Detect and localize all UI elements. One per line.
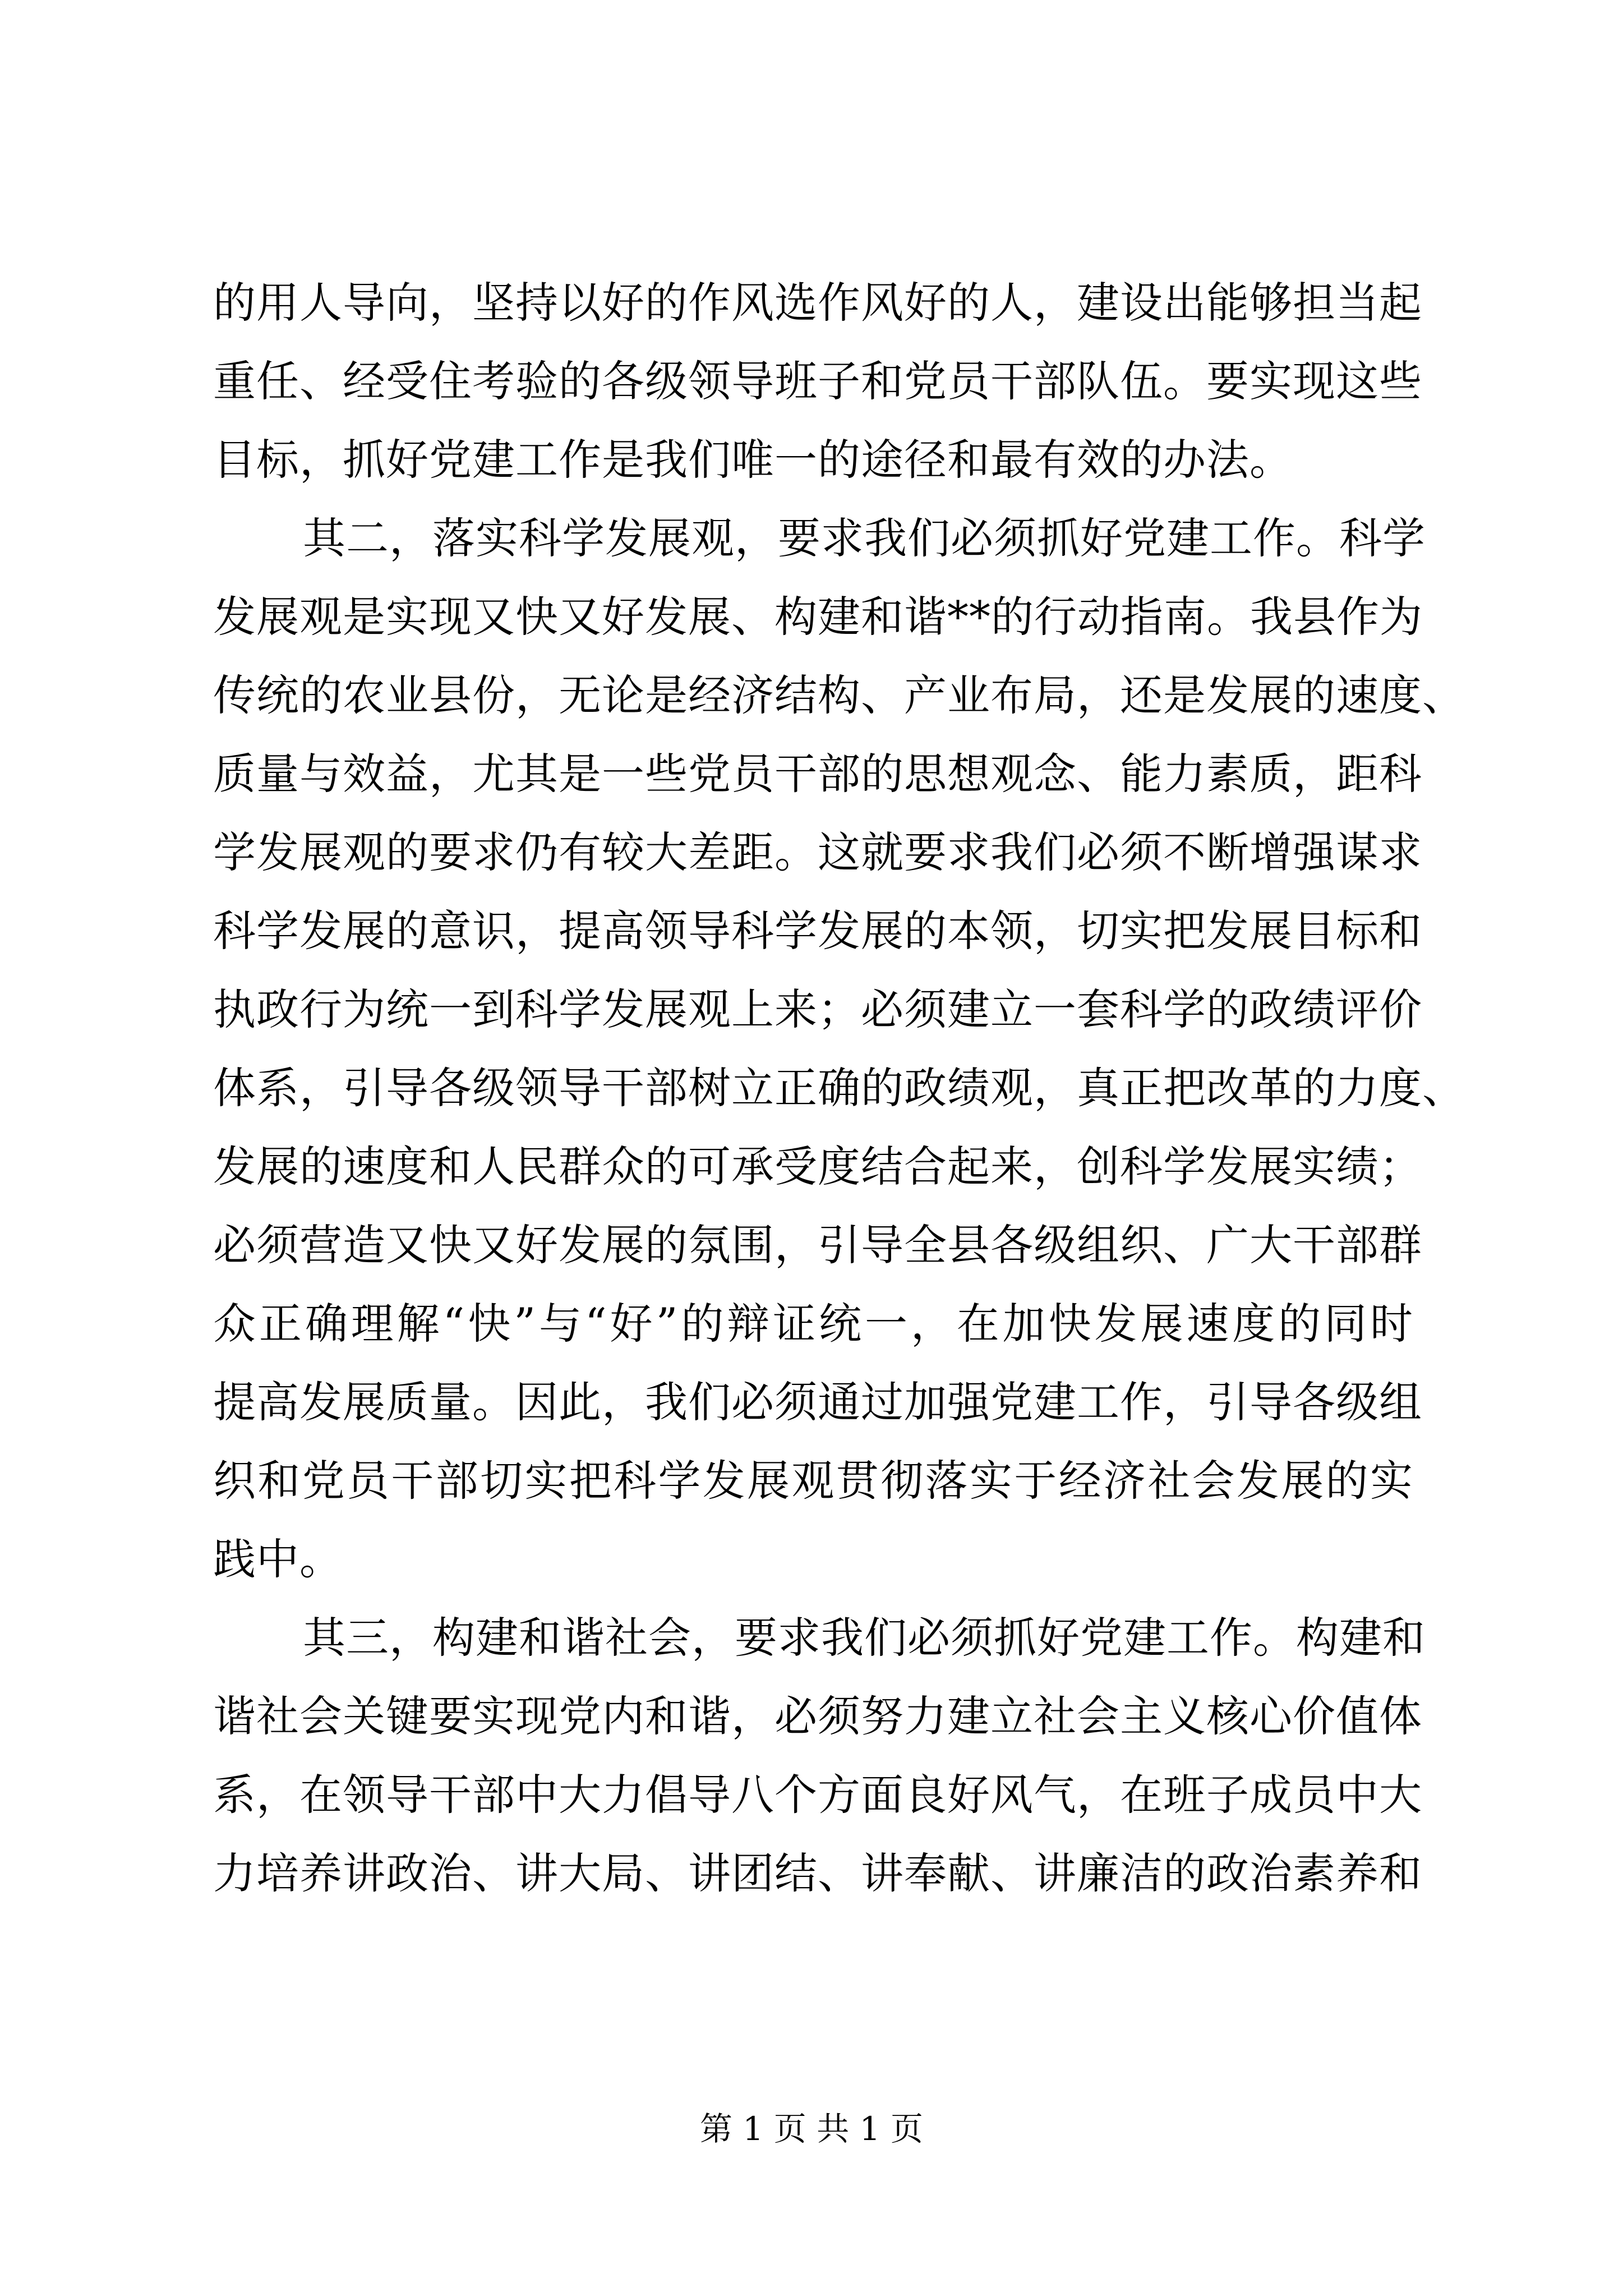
text-line: 学发展观的要求仍有较大差距。这就要求我们必须不断增强谋求 [213, 827, 1422, 877]
text-line: 众正确理解“快”与“好”的辩证统一，在加快发展速度的同时 [213, 1299, 1413, 1349]
text-line: 科学发展的意识，提高领导科学发展的本领，切实把发展目标和 [213, 906, 1422, 956]
text-line: 践中。 [213, 1534, 343, 1584]
text-line: 发展观是实现又快又好发展、构建和谐**的行动指南。我县作为 [213, 592, 1423, 642]
text-line: 谐社会关键要实现党内和谐，必须努力建立社会主义核心价值体 [213, 1691, 1422, 1741]
document-body [213, 264, 1465, 1913]
text-line: 系，在领导干部中大力倡导八个方面良好风气，在班子成员中大 [213, 1770, 1422, 1820]
text-line: 必须营造又快又好发展的氛围，引导全县各级组织、广大干部群 [213, 1220, 1422, 1270]
text-line: 提高发展质量。因此，我们必须通过加强党建工作，引导各级组 [213, 1377, 1422, 1427]
text-line: 传统的农业县份，无论是经济结构、产业布局，还是发展的速度、 [213, 670, 1465, 720]
paragraph-first-line: 其二，落实科学发展观，要求我们必须抓好党建工作。科学 [303, 513, 1426, 563]
text-line: 的用人导向，坚持以好的作风选作风好的人，建设出能够担当起 [213, 278, 1422, 328]
text-line: 质量与效益，尤其是一些党员干部的思想观念、能力素质，距科 [213, 749, 1422, 799]
paragraph-first-line: 其三，构建和谐社会，要求我们必须抓好党建工作。构建和 [303, 1613, 1426, 1663]
text-line: 执政行为统一到科学发展观上来；必须建立一套科学的政绩评价 [213, 984, 1422, 1034]
text-line: 体系，引导各级领导干部树立正确的政绩观，真正把改革的力度、 [213, 1063, 1465, 1113]
page-footer [0, 2106, 1623, 2151]
text-line: 目标，抓好党建工作是我们唯一的途径和最有效的办法。 [213, 435, 1293, 485]
text-line: 力培养讲政治、讲大局、讲团结、讲奉献、讲廉洁的政治素养和 [213, 1848, 1422, 1898]
text-line: 发展的速度和人民群众的可承受度结合起来，创科学发展实绩； [213, 1142, 1422, 1191]
text-line: 织和党员干部切实把科学发展观贯彻落实于经济社会发展的实 [213, 1456, 1413, 1506]
text-line: 重任、经受住考验的各级领导班子和党员干部队伍。要实现这些 [213, 356, 1422, 406]
page-number: 第 1 页 共 1 页 [700, 2110, 923, 2148]
